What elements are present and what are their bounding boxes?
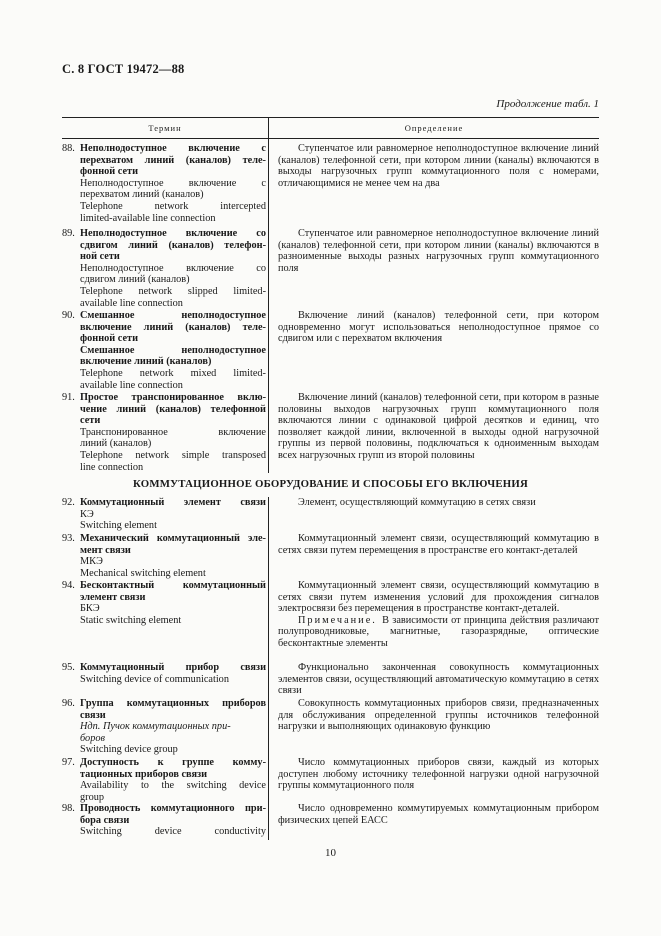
- term-number: 89.: [62, 228, 75, 239]
- term-line: Смешанное неполнодоступное: [80, 344, 266, 356]
- term-line: Простое транспонированное вклю-: [80, 392, 266, 403]
- term-cell: [62, 757, 266, 803]
- term-cell: [62, 662, 266, 685]
- term-line: Ндп. Пучок коммутационных при-: [80, 721, 231, 733]
- term-line: Группа коммутационных приборов: [80, 698, 266, 709]
- term-line: перехватом линий (каналов): [80, 189, 204, 201]
- term-cell: [62, 580, 266, 626]
- term-cell: [62, 310, 266, 391]
- term-line: line connection: [80, 461, 144, 473]
- term-line: боров: [80, 732, 105, 744]
- term-line: Switching device of communication: [80, 673, 229, 685]
- term-line: Telephone network intercepted: [80, 200, 266, 212]
- definition-text: Коммутационный элемент связи, осуществляющий коммутацию в сетях связи путем перемещения в пространстве его контакт-деталей: [278, 533, 599, 556]
- definition-text: Совокупность коммутационных приборов связи, предназначенных для обслуживания определенной группы источников телефонной нагрузки и выполняющих одинаковую функцию: [278, 698, 599, 733]
- term-line: сдвигом линий (каналов) телефон-: [80, 239, 266, 251]
- definition-cell: [278, 757, 599, 792]
- term-line: available line connection: [80, 379, 183, 391]
- term-number: 91.: [62, 392, 75, 403]
- term-line: Telephone network simple transposed: [80, 449, 266, 461]
- term-line: limited-available line connection: [80, 212, 216, 224]
- term-number: 98.: [62, 803, 75, 814]
- definition-text: Включение линий (каналов) телефонной сети, при котором одновременно могут использоваться неполнодоступное прямое со сдвигом или с перехватом включения: [278, 310, 599, 345]
- term-line: Telephone network mixed limited-: [80, 367, 266, 379]
- term-line: Смешанное неполнодоступное: [80, 310, 266, 321]
- term-line: включение линий (каналов): [80, 356, 212, 368]
- term-line: Проводность коммутационного при-: [80, 803, 266, 814]
- term-number: 88.: [62, 143, 75, 154]
- term-line: чение линий (каналов) телефонной: [80, 403, 266, 415]
- term-line: мент связи: [80, 544, 131, 556]
- definition-cell: [278, 228, 599, 274]
- term-number: 97.: [62, 757, 75, 768]
- term-line: Транспонированное включение: [80, 426, 266, 438]
- term-number: 96.: [62, 698, 75, 709]
- term-cell: [62, 143, 266, 224]
- definition-text: Ступенчатое или равномерное неполнодоступное включение линий (каналов) телефонной сети, при котором линии (каналы) включаются в выходы нагрузочных групп коммутационного поля с номерами, отличающимися не менее чем на два: [278, 143, 599, 189]
- term-line: Неполнодоступное включение с: [80, 143, 266, 154]
- page-number: 10: [325, 847, 336, 859]
- definition-cell: [278, 310, 599, 345]
- definition-cell: [278, 698, 599, 733]
- term-line: group: [80, 791, 105, 803]
- term-line: фонной сети: [80, 333, 139, 345]
- term-line: Бесконтактный коммутационный: [80, 580, 266, 591]
- definition-text: Включение линий (каналов) телефонной сети, при котором в разные половины выходов нагрузочных групп коммутационного поля включаются линии с одинаковой цифрой десятков и единиц, что позволяет каждой линии, включенной в выходы одной нагрузочной группы из первой половины, подключаться к одноименным выходам всех нагрузочных групп из второй половины: [278, 392, 599, 461]
- term-number: 90.: [62, 310, 75, 321]
- table-header: [62, 117, 599, 139]
- definition-text: Число одновременно коммутируемых коммутационным прибором физических цепей ЕАСС: [278, 803, 599, 826]
- term-line: КЭ: [80, 508, 94, 520]
- term-line: Telephone network slipped limited-: [80, 285, 266, 297]
- term-cell: [62, 392, 266, 473]
- term-cell: [62, 803, 266, 838]
- definition-note: [278, 615, 599, 650]
- term-line: тационных приборов связи: [80, 768, 208, 780]
- term-line: Неполнодоступное включение с: [80, 177, 266, 189]
- term-line: Switching element: [80, 520, 157, 532]
- term-line: Неполнодоступное включение со: [80, 228, 266, 239]
- definition-text: Ступенчатое или равномерное неполнодоступное включение линий (каналов) телефонной сети, при котором линии (каналы) включаются в разноименные выходы разных нагрузочных групп коммутационного поля: [278, 228, 599, 274]
- definition-cell: [278, 662, 599, 697]
- definition-cell: [278, 497, 599, 509]
- term-line: сдвигом линий (каналов): [80, 274, 190, 286]
- term-line: связи: [80, 709, 106, 721]
- term-line: Коммутационный прибор связи: [80, 662, 266, 673]
- term-line: фонной сети: [80, 166, 139, 178]
- term-number: 94.: [62, 580, 75, 591]
- term-line: МКЭ: [80, 556, 103, 568]
- term-line: ной сети: [80, 251, 120, 263]
- definition-text: Число коммутационных приборов связи, каждый из которых доступен любому источнику телефонной нагрузки одной нагрузочной группы коммутационного поля: [278, 757, 599, 792]
- term-line: элемент связи: [80, 591, 146, 603]
- term-cell: [62, 698, 266, 756]
- column-divider: [268, 137, 269, 473]
- definition-cell: [278, 143, 599, 189]
- definition-cell: [278, 803, 599, 826]
- term-line: Коммутационный элемент связи: [80, 497, 266, 508]
- term-line: Availability to the switching device: [80, 780, 266, 792]
- term-number: 92.: [62, 497, 75, 508]
- term-line: Switching device conductivity: [80, 826, 266, 838]
- term-line: перехватом линий (каналов) теле-: [80, 154, 266, 166]
- term-line: available line connection: [80, 297, 183, 309]
- note-text: В зависимости от принципа действия различают полупроводниковые, магнитные, газоразрядные, оптические бесконтактные элементы: [278, 614, 599, 649]
- term-line: линий (каналов): [80, 438, 152, 450]
- term-line: бора связи: [80, 814, 130, 826]
- term-line: включение линий (каналов) теле-: [80, 321, 266, 333]
- section-title: КОММУТАЦИОННОЕ ОБОРУДОВАНИЕ И СПОСОБЫ ЕГО ВКЛЮЧЕНИЯ: [133, 478, 528, 490]
- term-cell: [62, 533, 266, 579]
- definition-text: Коммутационный элемент связи, осуществляющий коммутацию в сетях связи путем изменения условий для прохождения сигналов электросвязи без перемещения в пространстве контакт-деталей.: [278, 580, 599, 615]
- term-column-header: Термин: [62, 118, 269, 138]
- definition-cell: [278, 580, 599, 650]
- table-continuation-label: Продолжение табл. 1: [496, 98, 599, 110]
- definition-text: Элемент, осуществляющий коммутацию в сетях связи: [298, 497, 536, 508]
- page-header: С. 8 ГОСТ 19472—88: [62, 62, 185, 76]
- term-number: 95.: [62, 662, 75, 673]
- column-divider: [268, 497, 269, 840]
- term-line: БКЭ: [80, 603, 100, 615]
- term-number: 93.: [62, 533, 75, 544]
- term-line: Mechanical switching element: [80, 567, 206, 579]
- definition-cell: [278, 533, 599, 556]
- term-line: Static switching element: [80, 614, 182, 626]
- term-cell: [62, 228, 266, 309]
- definition-column-header: Определение: [404, 123, 464, 133]
- term-line: Доступность к группе комму-: [80, 757, 266, 768]
- term-line: Неполнодоступное включение со: [80, 262, 266, 274]
- term-line: Switching device group: [80, 744, 178, 756]
- term-line: сети: [80, 415, 101, 427]
- definition-cell: [278, 392, 599, 462]
- note-label: Примечание.: [298, 614, 383, 626]
- definition-text: Функционально законченная совокупность коммутационных элементов связи, осуществляющий автоматическую коммутацию в сетях связи: [278, 662, 599, 697]
- term-line: Механический коммутационный эле-: [80, 533, 266, 544]
- term-cell: [62, 497, 266, 532]
